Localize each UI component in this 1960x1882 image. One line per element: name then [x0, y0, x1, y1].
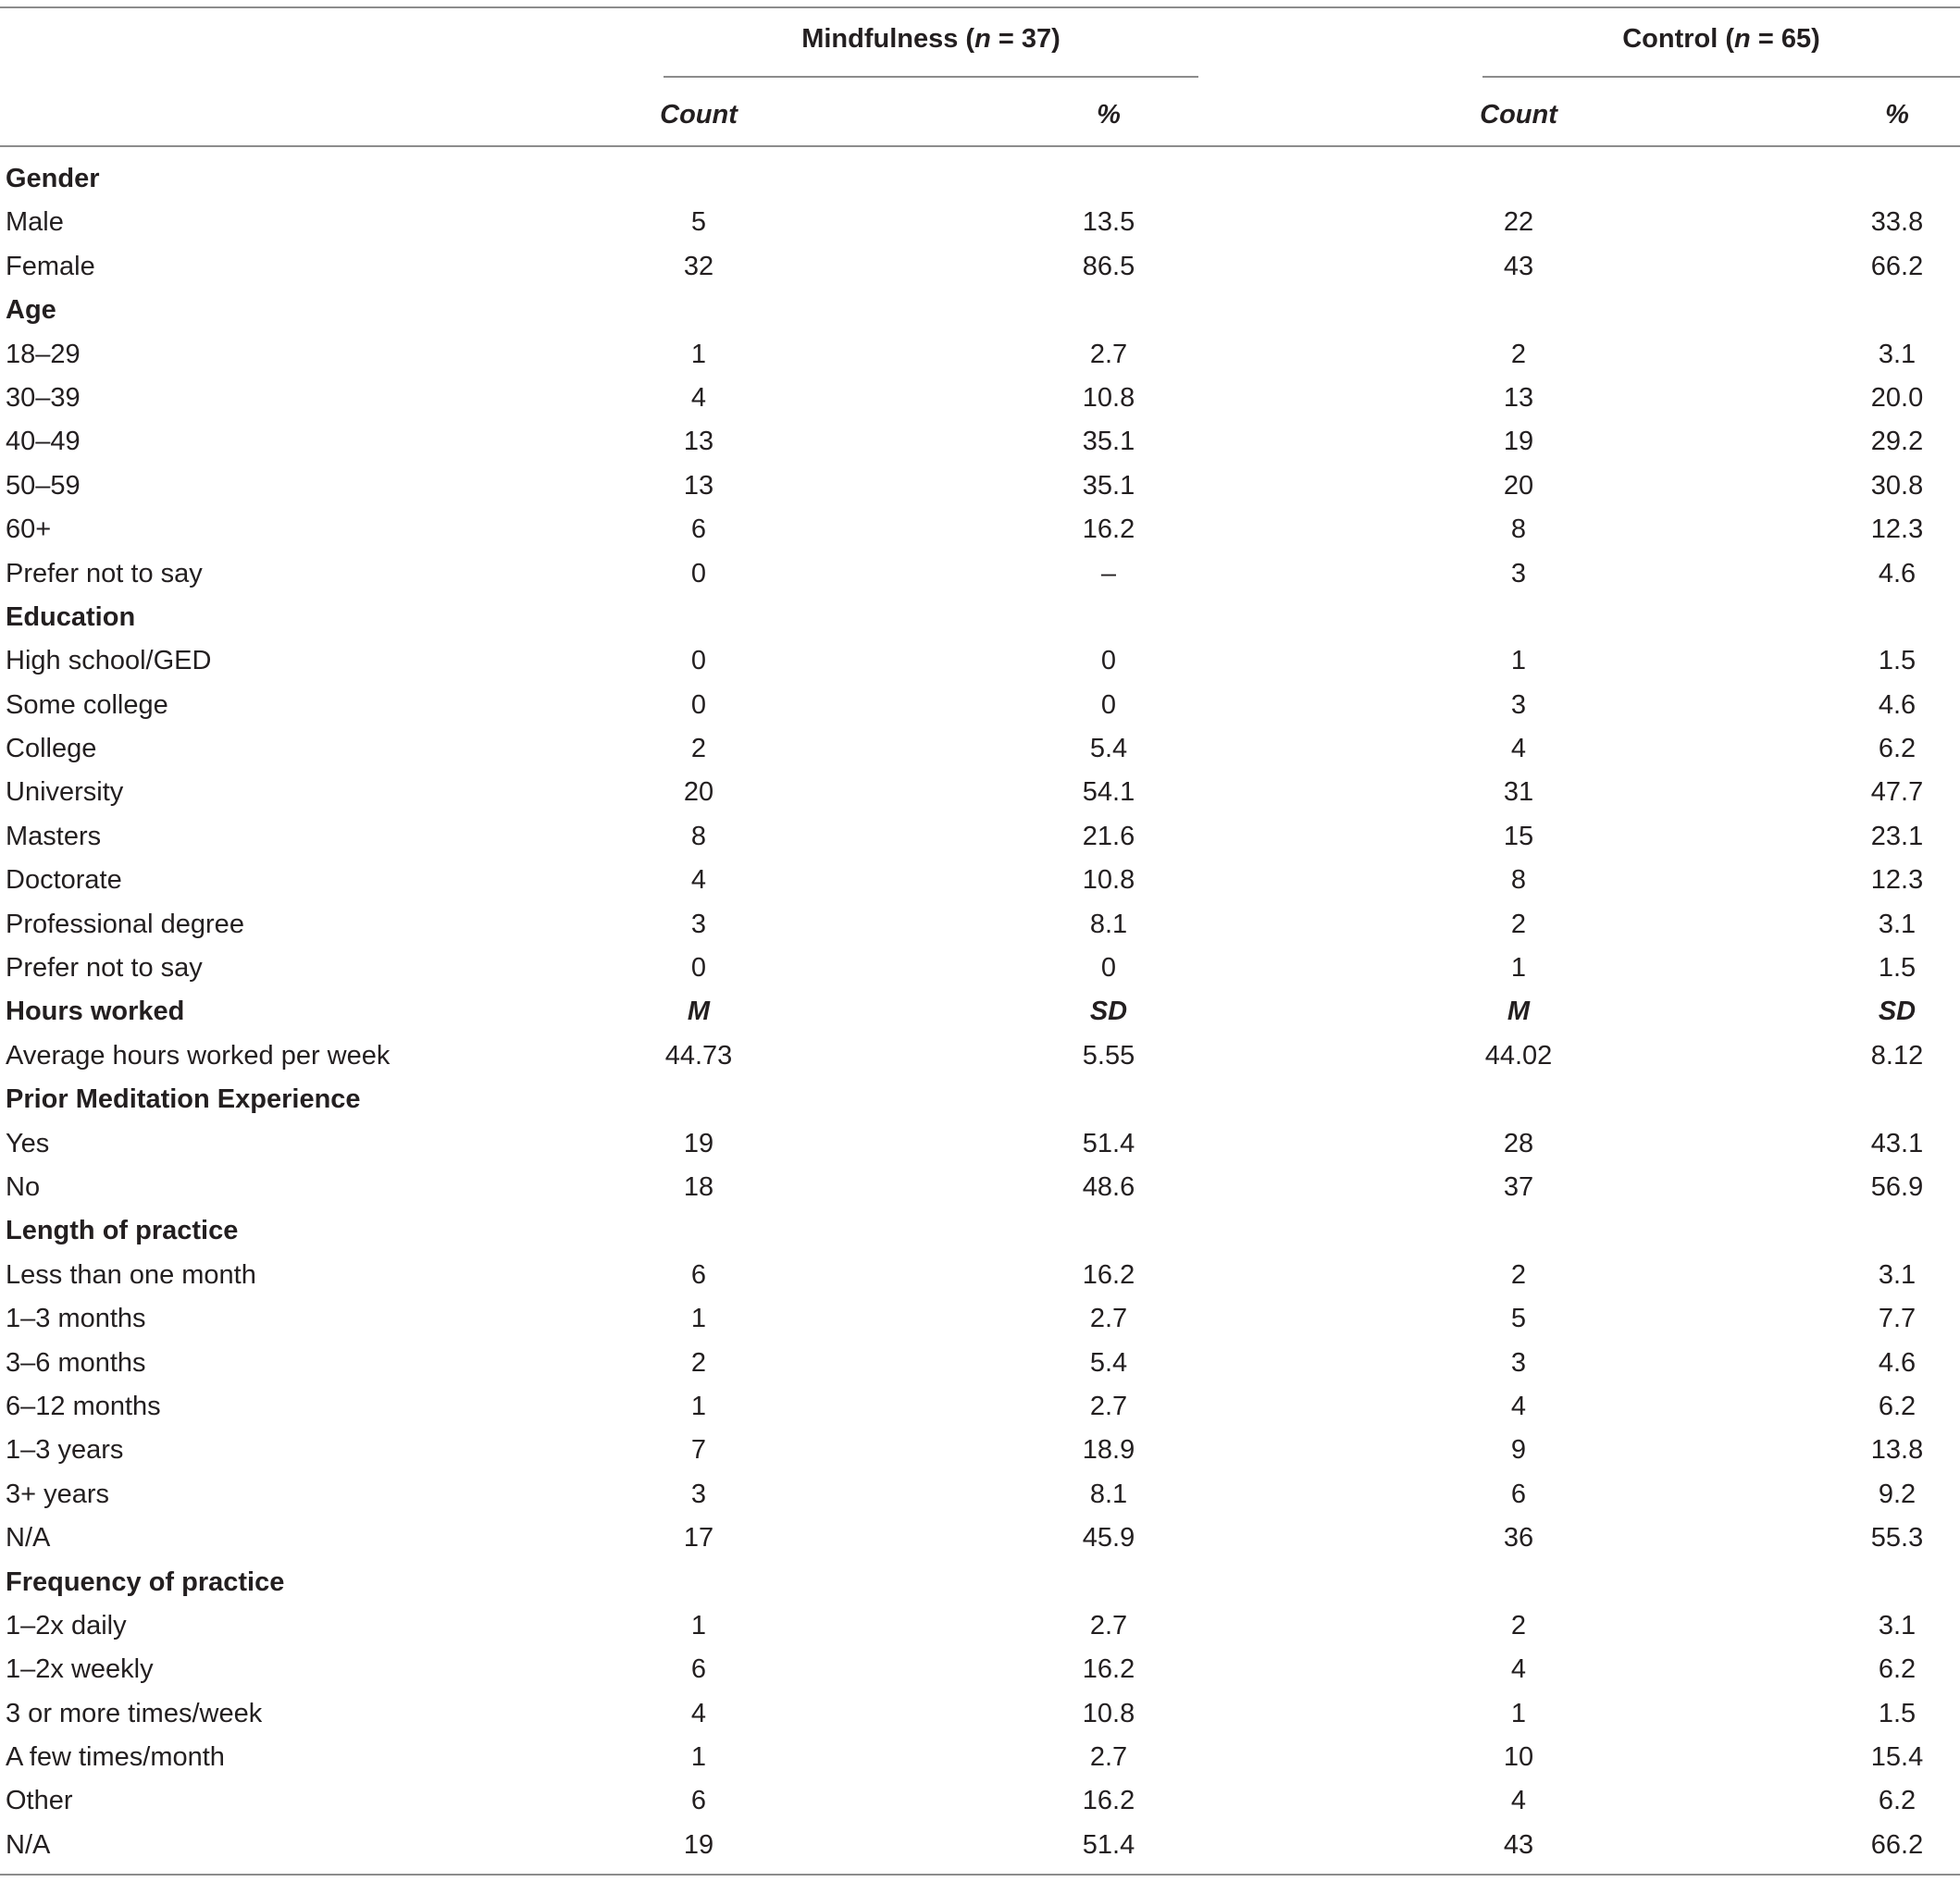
value-cell: 13: [1503, 382, 1534, 413]
table-row: [0, 1297, 1960, 1341]
value-cell: 2: [1510, 1610, 1527, 1641]
value-cell: 8: [690, 821, 707, 851]
value-cell: 9.2: [1878, 1479, 1917, 1509]
value-cell: 5: [1510, 1304, 1527, 1334]
row-label: Masters: [6, 821, 102, 851]
value-cell: 44.73: [664, 1040, 733, 1071]
table-row: [0, 333, 1960, 377]
row-label: 1–2x weekly: [6, 1654, 154, 1685]
value-cell: 37: [1503, 1171, 1534, 1202]
value-cell: 2: [690, 1347, 707, 1378]
value-cell: 15.4: [1870, 1742, 1924, 1773]
row-label: Other: [6, 1786, 73, 1816]
value-cell: 7: [690, 1435, 707, 1466]
table-row: [0, 1473, 1960, 1517]
row-label: 3–6 months: [6, 1347, 146, 1378]
value-cell: 33.8: [1870, 207, 1924, 238]
value-cell: 19: [1503, 427, 1534, 457]
header-rule: [0, 145, 1960, 147]
value-cell: 0: [690, 646, 707, 676]
value-cell: 10.8: [1082, 865, 1135, 896]
row-label: N/A: [6, 1523, 51, 1554]
row-label: 60+: [6, 514, 52, 545]
value-cell: 13: [683, 427, 714, 457]
value-cell: 43.1: [1870, 1128, 1924, 1158]
table-row: [0, 1604, 1960, 1648]
value-cell: 13.8: [1870, 1435, 1924, 1466]
table-top-rule: [0, 6, 1960, 8]
value-cell: 5.4: [1089, 1347, 1128, 1378]
value-cell: 1: [690, 339, 707, 369]
value-cell: 4: [690, 1698, 707, 1728]
value-cell: 5.55: [1082, 1040, 1135, 1071]
row-label: 3+ years: [6, 1479, 110, 1509]
row-label: No: [6, 1171, 41, 1202]
value-cell: 30.8: [1870, 470, 1924, 501]
group-underline-control: [1482, 76, 1960, 78]
section-row: [0, 1078, 1960, 1121]
value-cell: 6.2: [1878, 734, 1917, 764]
row-label: A few times/month: [6, 1742, 225, 1773]
table-row: [0, 1648, 1960, 1691]
value-cell: 2.7: [1089, 339, 1128, 369]
row-label: Female: [6, 251, 95, 281]
row-label: 1–3 months: [6, 1304, 146, 1334]
table-row: [0, 201, 1960, 244]
value-cell: 3: [690, 1479, 707, 1509]
value-cell: 1: [1510, 1698, 1527, 1728]
table-row: [0, 1166, 1960, 1209]
value-cell: 4.6: [1878, 689, 1917, 720]
section-label: Frequency of practice: [6, 1566, 285, 1597]
value-cell: 4: [1510, 1786, 1527, 1816]
row-label: Some college: [6, 689, 168, 720]
value-cell: 1: [690, 1742, 707, 1773]
value-cell: 16.2: [1082, 1786, 1135, 1816]
value-cell: 1: [690, 1610, 707, 1641]
value-cell: 36: [1503, 1523, 1534, 1554]
value-cell: 6: [690, 1654, 707, 1685]
value-cell: 18.9: [1082, 1435, 1135, 1466]
column-header-percent: %: [1885, 100, 1909, 130]
row-label: Professional degree: [6, 909, 244, 939]
table-row: [0, 1779, 1960, 1823]
table-row: [0, 1736, 1960, 1779]
value-cell: 1.5: [1878, 1698, 1917, 1728]
table-row: [0, 1517, 1960, 1560]
table-row: [0, 684, 1960, 727]
value-cell: 51.4: [1082, 1829, 1135, 1860]
value-cell: 3: [690, 909, 707, 939]
value-cell: 8: [1510, 514, 1527, 545]
value-cell: 23.1: [1870, 821, 1924, 851]
table-row: [0, 1254, 1960, 1297]
group-underline-mindfulness: [664, 76, 1198, 78]
value-cell: 45.9: [1082, 1523, 1135, 1554]
table-row: [0, 1342, 1960, 1385]
value-cell: 0: [1100, 646, 1117, 676]
section-row: [0, 157, 1960, 201]
table-row: [0, 1692, 1960, 1736]
row-label: High school/GED: [6, 646, 212, 676]
value-cell: 5: [690, 207, 707, 238]
value-cell: 4: [1510, 1391, 1527, 1421]
value-cell: 6: [690, 1786, 707, 1816]
section-label: Age: [6, 295, 56, 326]
value-cell: 2.7: [1089, 1391, 1128, 1421]
table-row: [0, 903, 1960, 947]
row-label: Male: [6, 207, 64, 238]
value-cell: 22: [1503, 207, 1534, 238]
table-row: [0, 1034, 1960, 1078]
value-cell: 10.8: [1082, 382, 1135, 413]
value-cell: 6.2: [1878, 1786, 1917, 1816]
value-cell: 17: [683, 1523, 714, 1554]
table-row: [0, 727, 1960, 771]
column-header-count: Count: [660, 100, 738, 130]
table-bottom-rule: [0, 1874, 1960, 1876]
value-cell: 66.2: [1870, 251, 1924, 281]
section-label: Education: [6, 601, 136, 632]
value-cell: 31: [1503, 777, 1534, 808]
section-label: Gender: [6, 164, 100, 193]
row-label: Prefer not to say: [6, 953, 203, 984]
row-label: College: [6, 734, 97, 764]
value-cell: 19: [683, 1128, 714, 1158]
value-cell: 3: [1510, 1347, 1527, 1378]
value-cell: 8.12: [1870, 1040, 1924, 1071]
row-label: 3 or more times/week: [6, 1698, 263, 1728]
value-cell: 2: [1510, 339, 1527, 369]
value-cell: 2.7: [1089, 1304, 1128, 1334]
value-cell: 32: [683, 251, 714, 281]
value-cell: 16.2: [1082, 1259, 1135, 1290]
value-cell: 0: [690, 558, 707, 588]
value-cell: 2.7: [1089, 1610, 1128, 1641]
row-label: 6–12 months: [6, 1391, 161, 1421]
value-cell: 6: [1510, 1479, 1527, 1509]
value-cell: 3.1: [1878, 909, 1917, 939]
table-row: [0, 245, 1960, 289]
value-cell: 4: [1510, 1654, 1527, 1685]
value-cell: 4: [1510, 734, 1527, 764]
row-label: 1–3 years: [6, 1435, 124, 1466]
value-cell: 43: [1503, 1829, 1534, 1860]
row-label: 18–29: [6, 339, 81, 369]
value-cell: 43: [1503, 251, 1534, 281]
row-label: University: [6, 777, 124, 808]
table-row: [0, 815, 1960, 859]
value-cell: 56.9: [1870, 1171, 1924, 1202]
value-cell: 1: [690, 1304, 707, 1334]
value-cell: 3: [1510, 558, 1527, 588]
table-row: [0, 947, 1960, 990]
value-cell: 29.2: [1870, 427, 1924, 457]
value-cell: 10: [1503, 1742, 1534, 1773]
table-row: [0, 552, 1960, 596]
value-cell: 1.5: [1878, 953, 1917, 984]
value-cell: 1.5: [1878, 646, 1917, 676]
section-row: [0, 1561, 1960, 1604]
section-label: Hours worked: [6, 997, 185, 1027]
value-cell: SD: [1878, 997, 1917, 1027]
column-header-percent: %: [1097, 100, 1121, 130]
value-cell: 18: [683, 1171, 714, 1202]
value-cell: 16.2: [1082, 514, 1135, 545]
value-cell: 8.1: [1089, 1479, 1128, 1509]
section-row: [0, 1209, 1960, 1253]
value-cell: 3.1: [1878, 1259, 1917, 1290]
table-body: [0, 157, 1960, 1867]
value-cell: 2.7: [1089, 1742, 1128, 1773]
value-cell: 19: [683, 1829, 714, 1860]
value-cell: SD: [1089, 997, 1128, 1027]
value-cell: 6: [690, 1259, 707, 1290]
value-cell: 51.4: [1082, 1128, 1135, 1158]
row-label: 40–49: [6, 427, 81, 457]
value-cell: 21.6: [1082, 821, 1135, 851]
value-cell: 12.3: [1870, 865, 1924, 896]
table-row: [0, 1385, 1960, 1429]
value-cell: M: [1507, 997, 1531, 1027]
section-row: [0, 990, 1960, 1034]
value-cell: 48.6: [1082, 1171, 1135, 1202]
value-cell: 66.2: [1870, 1829, 1924, 1860]
section-row: [0, 596, 1960, 639]
value-cell: 6.2: [1878, 1391, 1917, 1421]
value-cell: 20: [1503, 470, 1534, 501]
row-label: Average hours worked per week: [6, 1040, 391, 1071]
group-header-control: Control (n = 65): [1622, 24, 1820, 54]
value-cell: 2: [690, 734, 707, 764]
value-cell: 8: [1510, 865, 1527, 896]
value-cell: 35.1: [1082, 427, 1135, 457]
table-row: [0, 1824, 1960, 1867]
value-cell: 6: [690, 514, 707, 545]
value-cell: 13.5: [1082, 207, 1135, 238]
value-cell: 3.1: [1878, 339, 1917, 369]
value-cell: 9: [1510, 1435, 1527, 1466]
row-label: Less than one month: [6, 1259, 256, 1290]
value-cell: M: [687, 997, 711, 1027]
value-cell: 0: [690, 953, 707, 984]
value-cell: 35.1: [1082, 470, 1135, 501]
value-cell: 47.7: [1870, 777, 1924, 808]
value-cell: 86.5: [1082, 251, 1135, 281]
table-row: [0, 639, 1960, 683]
value-cell: 1: [690, 1391, 707, 1421]
value-cell: 20.0: [1870, 382, 1924, 413]
value-cell: 2: [1510, 1259, 1527, 1290]
value-cell: 4.6: [1878, 558, 1917, 588]
table-row: [0, 420, 1960, 464]
value-cell: 20: [683, 777, 714, 808]
value-cell: 13: [683, 470, 714, 501]
value-cell: 1: [1510, 646, 1527, 676]
value-cell: 44.02: [1484, 1040, 1553, 1071]
section-row: [0, 289, 1960, 332]
group-header-mindfulness: Mindfulness (n = 37): [801, 24, 1061, 54]
row-label: Doctorate: [6, 865, 122, 896]
value-cell: 16.2: [1082, 1654, 1135, 1685]
value-cell: 55.3: [1870, 1523, 1924, 1554]
value-cell: 28: [1503, 1128, 1534, 1158]
value-cell: 2: [1510, 909, 1527, 939]
row-label: Yes: [6, 1128, 50, 1158]
value-cell: 3: [1510, 689, 1527, 720]
value-cell: 54.1: [1082, 777, 1135, 808]
table-row: [0, 771, 1960, 814]
table-row: [0, 1429, 1960, 1472]
value-cell: 1: [1510, 953, 1527, 984]
value-cell: 7.7: [1878, 1304, 1917, 1334]
value-cell: 10.8: [1082, 1698, 1135, 1728]
value-cell: 3.1: [1878, 1610, 1917, 1641]
value-cell: 4.6: [1878, 1347, 1917, 1378]
value-cell: 12.3: [1870, 514, 1924, 545]
table-row: [0, 508, 1960, 551]
column-header-count: Count: [1480, 100, 1557, 130]
value-cell: 6.2: [1878, 1654, 1917, 1685]
value-cell: –: [1100, 558, 1117, 588]
row-label: 50–59: [6, 470, 81, 501]
table-row: [0, 464, 1960, 508]
value-cell: 4: [690, 382, 707, 413]
table-row: [0, 377, 1960, 420]
table-row: [0, 1122, 1960, 1166]
value-cell: 0: [690, 689, 707, 720]
row-label: 1–2x daily: [6, 1610, 127, 1641]
value-cell: 15: [1503, 821, 1534, 851]
value-cell: 8.1: [1089, 909, 1128, 939]
value-cell: 0: [1100, 953, 1117, 984]
value-cell: 5.4: [1089, 734, 1128, 764]
section-label: Prior Meditation Experience: [6, 1084, 361, 1115]
row-label: N/A: [6, 1829, 51, 1860]
row-label: 30–39: [6, 382, 81, 413]
row-label: Prefer not to say: [6, 558, 203, 588]
table-row: [0, 859, 1960, 902]
section-label: Length of practice: [6, 1216, 239, 1246]
value-cell: 4: [690, 865, 707, 896]
value-cell: 0: [1100, 689, 1117, 720]
